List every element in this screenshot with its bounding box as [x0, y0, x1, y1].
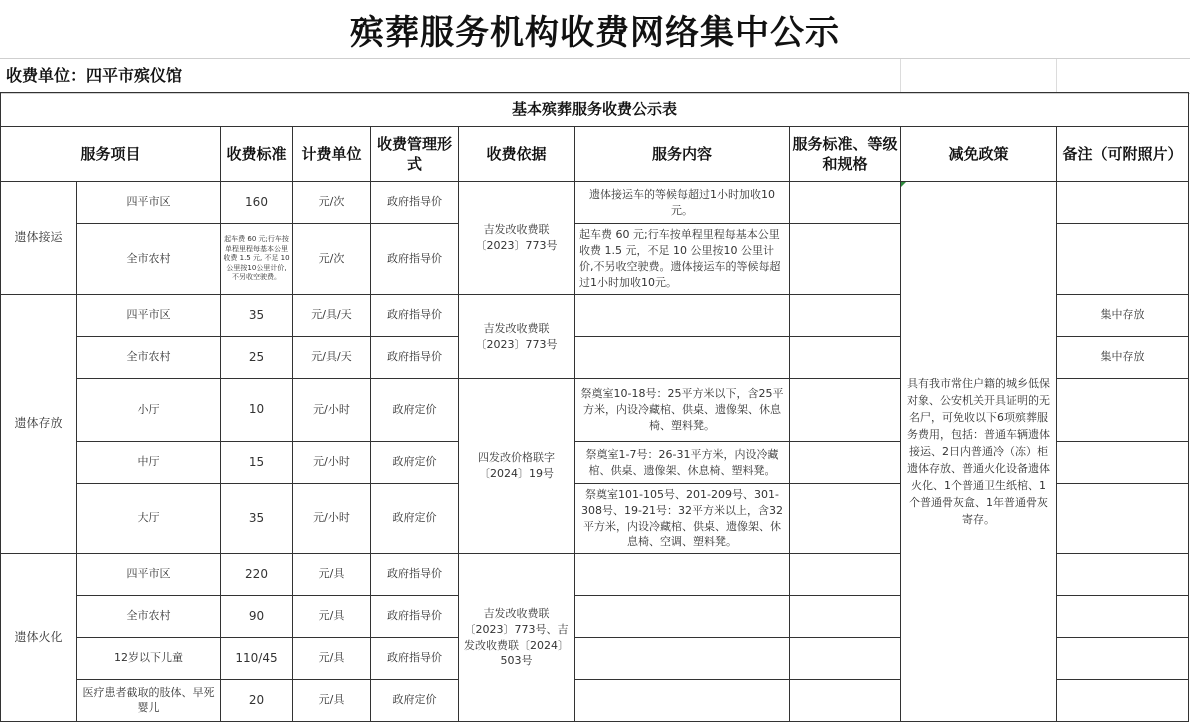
unit-cell: 元/次: [293, 224, 371, 295]
remark-cell: [1057, 224, 1189, 295]
spec-cell: [790, 596, 901, 638]
remark-cell: [1057, 379, 1189, 442]
sub-item: 中厅: [77, 442, 221, 484]
basis-transport: 吉发改收费联〔2023〕773号: [459, 182, 575, 295]
header-remark: 备注（可附照片）: [1057, 127, 1189, 182]
spec-cell: [790, 224, 901, 295]
standard-cell: 35: [221, 295, 293, 337]
remark-cell: 集中存放: [1057, 337, 1189, 379]
header-service-item: 服务项目: [1, 127, 221, 182]
unit-cell: 元/小时: [293, 484, 371, 554]
grid-line: [1056, 59, 1057, 93]
header-management: 收费管理形式: [371, 127, 459, 182]
header-spec: 服务标准、等级和规格: [790, 127, 901, 182]
spec-cell: [790, 442, 901, 484]
page-title: 殡葬服务机构收费网络集中公示: [350, 12, 840, 53]
content-cell: [575, 680, 790, 722]
spec-cell: [790, 337, 901, 379]
category-storage: 遗体存放: [1, 295, 77, 554]
unit-cell: 元/具/天: [293, 295, 371, 337]
management-cell: 政府指导价: [371, 182, 459, 224]
grid-line: [900, 59, 901, 93]
sub-item: 小厅: [77, 379, 221, 442]
remark-cell: [1057, 442, 1189, 484]
content-transport-rural: 起车费 60 元;行车按单程里程每基本公里收费 1.5 元，不足 10 公里按10 公里计价,不另收空驶费。遗体接运车的等候每超过1小时加收10元。: [575, 224, 790, 295]
basis-cremation: 吉发改收费联〔2023〕773号、吉发改收费联〔2024〕503号: [459, 554, 575, 722]
management-cell: 政府指导价: [371, 596, 459, 638]
management-cell: 政府指导价: [371, 224, 459, 295]
category-cremation: 遗体火化: [1, 554, 77, 722]
sub-item: 12岁以下儿童: [77, 638, 221, 680]
header-basis: 收费依据: [459, 127, 575, 182]
header-content: 服务内容: [575, 127, 790, 182]
management-cell: 政府定价: [371, 484, 459, 554]
unit-row: [0, 58, 1190, 94]
management-cell: 政府指导价: [371, 638, 459, 680]
content-transport-city: 遗体接运车的等候每超过1小时加收10元。: [575, 182, 790, 224]
content-hall-large: 祭奠室101-105号、201-209号、301-308号、19-21号：32平方米以上，含32平方米，内设冷藏棺、供桌、遗像架、休息椅、空调、塑料凳。: [575, 484, 790, 554]
unit-cell: 元/具: [293, 638, 371, 680]
basis-halls: 四发改价格联字〔2024〕19号: [459, 379, 575, 554]
standard-cell: 110/45: [221, 638, 293, 680]
management-cell: 政府指导价: [371, 337, 459, 379]
unit-cell: 元/小时: [293, 379, 371, 442]
sub-item: 全市农村: [77, 596, 221, 638]
basis-storage: 吉发改收费联〔2023〕773号: [459, 295, 575, 379]
unit-cell: 元/具: [293, 680, 371, 722]
table-caption: 基本殡葬服务收费公示表: [1, 93, 1189, 127]
remark-cell: [1057, 554, 1189, 596]
content-cell: [575, 295, 790, 337]
unit-cell: 元/具: [293, 596, 371, 638]
standard-cell: 20: [221, 680, 293, 722]
sub-item: 四平市区: [77, 182, 221, 224]
sub-item: 全市农村: [77, 337, 221, 379]
header-unit: 计费单位: [293, 127, 371, 182]
spec-cell: [790, 484, 901, 554]
content-cell: [575, 337, 790, 379]
sub-item: 医疗患者截取的肢体、早死婴儿: [77, 680, 221, 722]
sub-item: 全市农村: [77, 224, 221, 295]
unit-cell: 元/次: [293, 182, 371, 224]
header-policy: 减免政策: [901, 127, 1057, 182]
charging-unit-label: 收费单位：四平市殡仪馆: [6, 66, 183, 85]
spec-cell: [790, 295, 901, 337]
spec-cell: [790, 379, 901, 442]
sub-item: 四平市区: [77, 295, 221, 337]
unit-cell: 元/小时: [293, 442, 371, 484]
unit-cell: 元/具: [293, 554, 371, 596]
content-cell: [575, 554, 790, 596]
spec-cell: [790, 554, 901, 596]
standard-cell: 25: [221, 337, 293, 379]
header-standard: 收费标准: [221, 127, 293, 182]
remark-cell: [1057, 596, 1189, 638]
sub-item: 四平市区: [77, 554, 221, 596]
remark-cell: [1057, 680, 1189, 722]
policy-cell: [901, 182, 1057, 722]
policy-text: 具有我市常住户籍的城乡低保对象、公安机关开具证明的无名尸，可免收以下6项殡葬服务费用，包括：普通车辆遗体接运、2日内普通冷（冻）柜遗体存放、普通火化设备遗体火化、1个普通卫生纸棺、1个普通骨灰盒、1年普通骨灰寄存。: [907, 376, 1050, 527]
table-row: [1, 182, 1189, 224]
management-cell: 政府指导价: [371, 554, 459, 596]
content-cell: [575, 596, 790, 638]
fee-table: [0, 92, 1189, 722]
remark-cell: [1057, 638, 1189, 680]
corner-marker: [901, 182, 906, 187]
management-cell: 政府定价: [371, 379, 459, 442]
standard-cell: 15: [221, 442, 293, 484]
standard-cell: 160: [221, 182, 293, 224]
remark-cell: [1057, 182, 1189, 224]
spec-cell: [790, 638, 901, 680]
content-hall-medium: 祭奠室1-7号：26-31平方米，内设冷藏棺、供桌、遗像架、休息椅、塑料凳。: [575, 442, 790, 484]
spec-cell: [790, 182, 901, 224]
sub-item: 大厅: [77, 484, 221, 554]
standard-cell: 90: [221, 596, 293, 638]
content-cell: [575, 638, 790, 680]
standard-cell: 220: [221, 554, 293, 596]
management-cell: 政府定价: [371, 680, 459, 722]
content-hall-small: 祭奠室10-18号：25平方米以下，含25平方米，内设冷藏棺、供桌、遗像架、休息椅、塑料凳。: [575, 379, 790, 442]
category-transport: 遗体接运: [1, 182, 77, 295]
standard-cell: 10: [221, 379, 293, 442]
unit-cell: 元/具/天: [293, 337, 371, 379]
remark-cell: 集中存放: [1057, 295, 1189, 337]
spec-cell: [790, 680, 901, 722]
management-cell: 政府指导价: [371, 295, 459, 337]
standard-cell: 起车费 60 元;行车按单程里程每基本公里收费 1.5 元, 不足 10 公里按10公里计价,不另收空驶费。: [221, 224, 293, 295]
management-cell: 政府定价: [371, 442, 459, 484]
standard-cell: 35: [221, 484, 293, 554]
remark-cell: [1057, 484, 1189, 554]
